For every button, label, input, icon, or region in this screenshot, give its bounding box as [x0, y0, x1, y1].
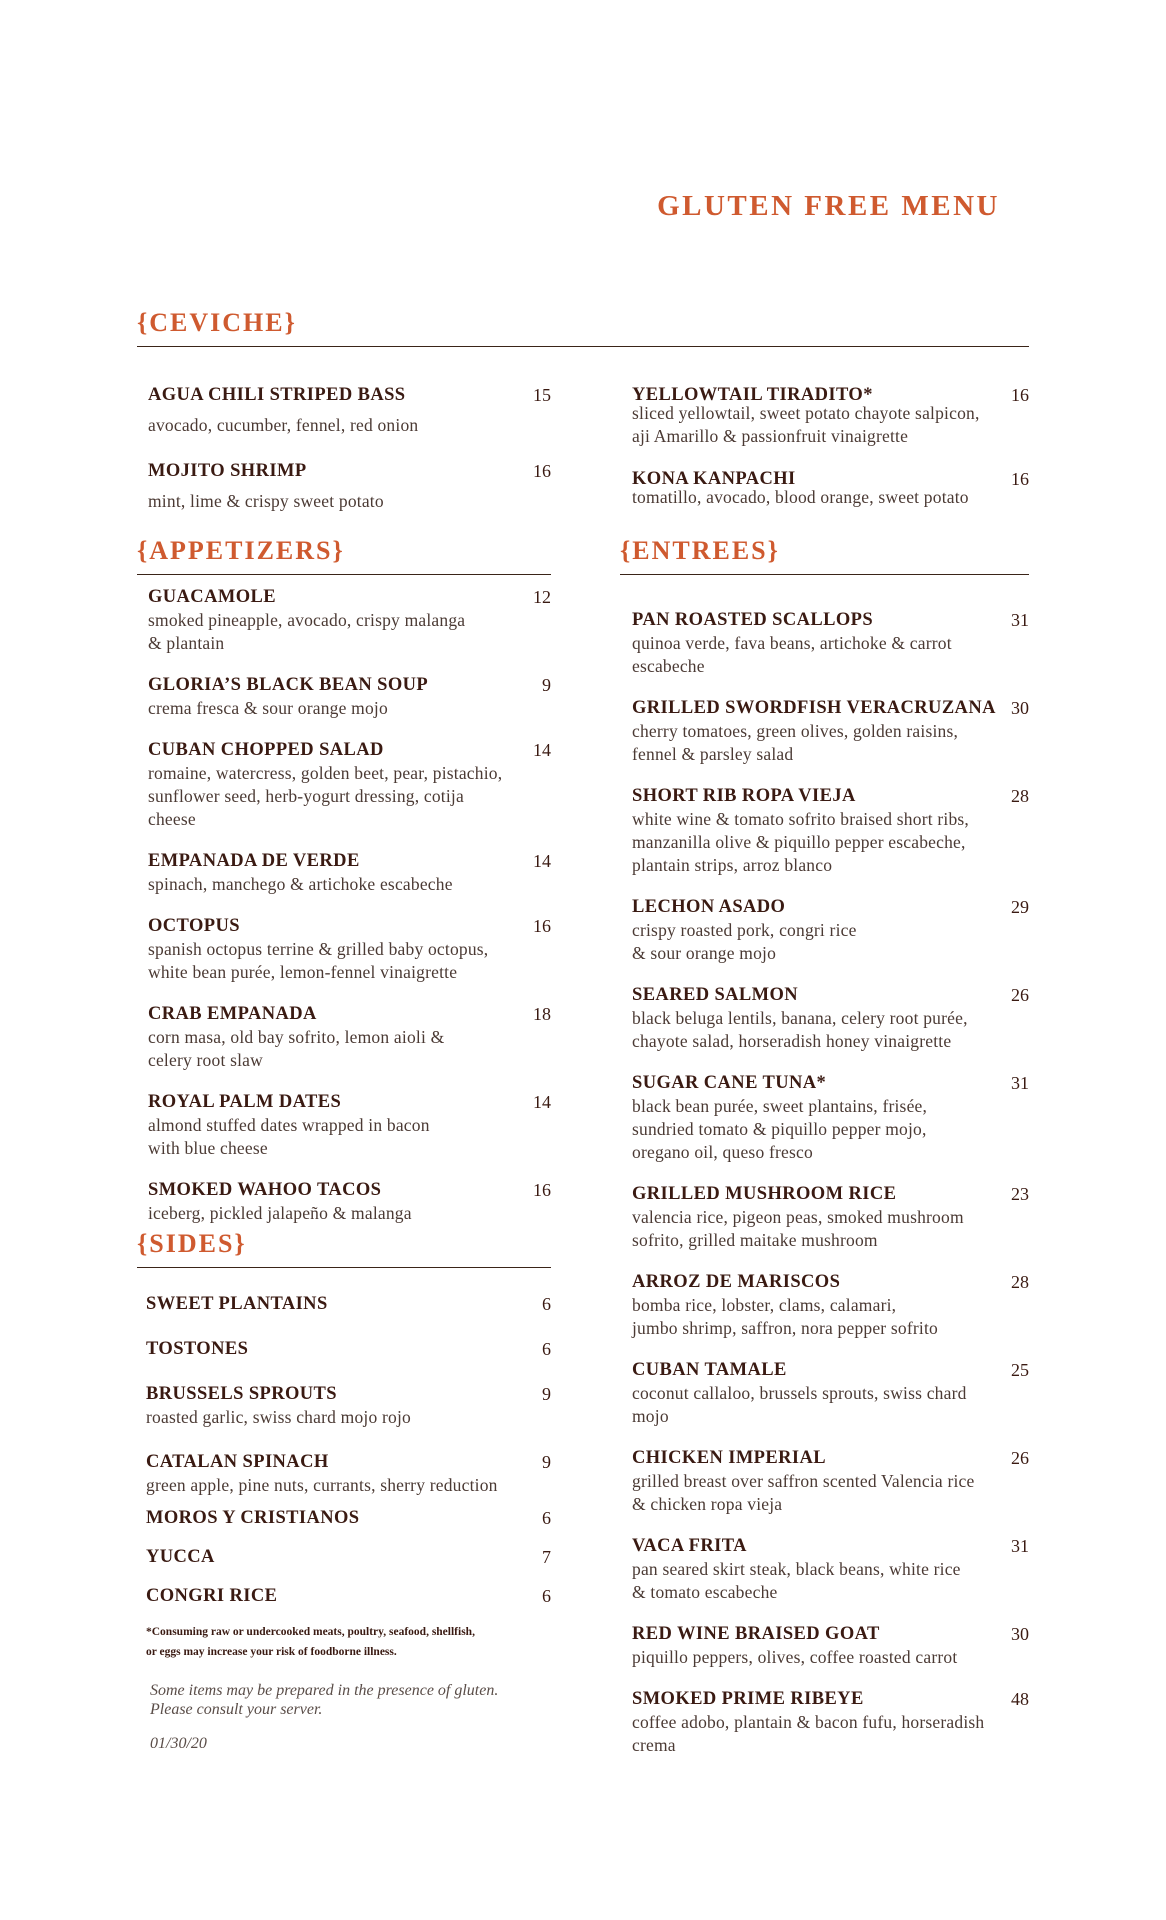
menu-item [148, 849, 551, 896]
menu-item [632, 383, 1029, 448]
item-name: MOROS Y CRISTIANOS [146, 1508, 360, 1528]
item-description: pan seared skirt steak, black beans, white rice [632, 1559, 961, 1579]
menu-item [632, 1182, 1029, 1252]
item-description: valencia rice, pigeon peas, smoked mushroom [632, 1207, 964, 1227]
item-name: GRILLED SWORDFISH VERACRUZANA [632, 698, 996, 718]
item-price: 14 [533, 851, 551, 871]
item-name: SMOKED PRIME RIBEYE [632, 1689, 864, 1709]
item-name: CHICKEN IMPERIAL [632, 1448, 826, 1468]
item-description: mint, lime & crispy sweet potato [148, 491, 384, 511]
item-description: sofrito, grilled maitake mushroom [632, 1230, 878, 1250]
menu-item [632, 1534, 1029, 1604]
item-description: roasted garlic, swiss chard mojo rojo [146, 1407, 411, 1427]
item-name: SEARED SALMON [632, 985, 799, 1005]
item-description: cherry tomatoes, green olives, golden raisins, [632, 721, 959, 741]
item-description: green apple, pine nuts, currants, sherry reduction [146, 1475, 498, 1495]
item-price: 16 [1011, 385, 1029, 405]
item-price: 6 [542, 1586, 551, 1606]
item-description: romaine, watercress, golden beet, pear, pistachio, [148, 763, 503, 783]
item-description: white bean purée, lemon-fennel vinaigrette [148, 962, 458, 982]
menu-item [632, 895, 1029, 965]
item-price: 26 [1011, 1448, 1029, 1468]
item-price: 25 [1011, 1360, 1029, 1380]
item-name: ARROZ DE MARISCOS [632, 1272, 841, 1292]
item-name: SMOKED WAHOO TACOS [148, 1180, 382, 1200]
item-description: coconut callaloo, brussels sprouts, swiss chard [632, 1383, 967, 1403]
menu-item [148, 1090, 551, 1160]
item-name: SUGAR CANE TUNA* [632, 1073, 827, 1093]
item-description: sliced yellowtail, sweet potato chayote salpicon, [632, 403, 980, 423]
item-price: 15 [533, 385, 551, 405]
item-description: chayote salad, horseradish honey vinaigrette [632, 1031, 952, 1051]
entrees-list [632, 608, 1029, 1757]
item-description: almond stuffed dates wrapped in bacon [148, 1115, 430, 1135]
item-price: 23 [1011, 1184, 1029, 1204]
item-price: 14 [533, 1092, 551, 1112]
menu-item [148, 585, 551, 655]
item-price: 30 [1011, 1624, 1029, 1644]
item-name: ROYAL PALM DATES [148, 1092, 342, 1112]
section-heading-entrees: {ENTREES} [620, 536, 780, 565]
ceviche-right-column [632, 383, 1029, 509]
section-heading-ceviche: {CEVICHE} [137, 308, 297, 337]
item-description: jumbo shrimp, saffron, nora pepper sofrito [632, 1318, 939, 1338]
menu-item [148, 914, 551, 984]
item-price: 16 [1011, 469, 1029, 489]
menu-item [632, 1270, 1029, 1340]
menu-item [632, 1687, 1029, 1757]
item-name: OCTOPUS [148, 916, 240, 936]
item-description: escabeche [632, 656, 705, 676]
menu-item [148, 383, 551, 437]
item-name: YELLOWTAIL TIRADITO* [632, 385, 873, 405]
item-description: crispy roasted pork, congri rice [632, 920, 857, 940]
item-description: celery root slaw [148, 1050, 263, 1070]
item-description: sundried tomato & piquillo pepper mojo, [632, 1119, 927, 1139]
item-name: SHORT RIB ROPA VIEJA [632, 786, 856, 806]
item-description: black bean purée, sweet plantains, frisée, [632, 1096, 928, 1116]
item-description: mojo [632, 1406, 669, 1426]
item-name: CUBAN CHOPPED SALAD [148, 740, 384, 760]
item-name: GRILLED MUSHROOM RICE [632, 1184, 897, 1204]
menu-item [146, 1584, 551, 1608]
menu-item [148, 738, 551, 831]
item-name: VACA FRITA [632, 1536, 747, 1556]
item-description: fennel & parsley salad [632, 744, 794, 764]
item-name: CUBAN TAMALE [632, 1360, 787, 1380]
item-price: 30 [1011, 698, 1029, 718]
item-description: aji Amarillo & passionfruit vinaigrette [632, 426, 909, 446]
item-price: 26 [1011, 985, 1029, 1005]
item-description: sunflower seed, herb-yogurt dressing, cotija [148, 786, 464, 806]
item-name: PAN ROASTED SCALLOPS [632, 610, 874, 630]
item-name: CONGRI RICE [146, 1586, 278, 1606]
item-price: 7 [542, 1547, 551, 1567]
item-description: manzanilla olive & piquillo pepper escabeche, [632, 832, 966, 852]
item-price: 28 [1011, 1272, 1029, 1292]
item-name: CATALAN SPINACH [146, 1452, 329, 1472]
item-price: 16 [533, 1180, 551, 1200]
item-description: crema fresca & sour orange mojo [148, 698, 388, 718]
item-description: avocado, cucumber, fennel, red onion [148, 415, 419, 435]
menu-item [632, 1358, 1029, 1428]
item-description: coffee adobo, plantain & bacon fufu, horseradish [632, 1712, 985, 1732]
item-price: 14 [533, 740, 551, 760]
item-name: TOSTONES [146, 1339, 249, 1359]
item-name: KONA KANPACHI [632, 469, 796, 489]
item-description: & sour orange mojo [632, 943, 777, 963]
item-description: with blue cheese [148, 1138, 268, 1158]
item-price: 29 [1011, 897, 1029, 917]
section-divider [137, 574, 551, 575]
item-price: 9 [542, 1452, 551, 1472]
sides-list [146, 1292, 551, 1608]
item-description: spanish octopus terrine & grilled baby octopus, [148, 939, 489, 959]
menu-item [632, 784, 1029, 877]
menu-item [146, 1450, 551, 1497]
item-name: YUCCA [146, 1547, 215, 1567]
raw-food-disclaimer: *Consuming raw or undercooked meats, poultry, seafood, shellfish, or eggs may increase your risk of foodborne illness. [146, 1626, 475, 1658]
menu-item [632, 983, 1029, 1053]
item-name: CRAB EMPANADA [148, 1004, 317, 1024]
item-description: tomatillo, avocado, blood orange, sweet potato [632, 487, 969, 507]
item-price: 31 [1011, 1073, 1029, 1093]
item-name: RED WINE BRAISED GOAT [632, 1624, 880, 1644]
item-description: piquillo peppers, olives, coffee roasted carrot [632, 1647, 958, 1667]
menu-item [632, 1446, 1029, 1516]
item-price: 18 [533, 1004, 551, 1024]
section-heading-appetizers: {APPETIZERS} [137, 536, 345, 565]
item-price: 28 [1011, 786, 1029, 806]
item-description: oregano oil, queso fresco [632, 1142, 813, 1162]
item-description: grilled breast over saffron scented Valencia rice [632, 1471, 975, 1491]
item-description: bomba rice, lobster, clams, calamari, [632, 1295, 897, 1315]
item-description: cheese [148, 809, 196, 829]
menu-item [632, 608, 1029, 678]
item-name: EMPANADA DE VERDE [148, 851, 360, 871]
menu-item [632, 1622, 1029, 1669]
item-price: 6 [542, 1339, 551, 1359]
item-description: spinach, manchego & artichoke escabeche [148, 874, 453, 894]
item-description: smoked pineapple, avocado, crispy malanga [148, 610, 466, 630]
item-price: 9 [542, 675, 551, 695]
item-description: quinoa verde, fava beans, artichoke & carrot [632, 633, 952, 653]
menu-item [148, 459, 551, 513]
section-divider [137, 1267, 551, 1268]
item-description: plantain strips, arroz blanco [632, 855, 833, 875]
menu-title: GLUTEN FREE MENU [657, 190, 1000, 222]
section-divider [137, 346, 1029, 347]
item-name: GUACAMOLE [148, 587, 276, 607]
section-heading-sides: {SIDES} [137, 1229, 247, 1258]
menu-item [632, 696, 1029, 766]
ceviche-left-column [148, 383, 551, 513]
item-description: crema [632, 1735, 676, 1755]
appetizers-list [148, 585, 551, 1225]
item-name: MOJITO SHRIMP [148, 461, 307, 481]
item-description: iceberg, pickled jalapeño & malanga [148, 1203, 412, 1223]
item-price: 16 [533, 916, 551, 936]
item-name: AGUA CHILI STRIPED BASS [148, 385, 406, 405]
item-price: 6 [542, 1508, 551, 1528]
item-name: LECHON ASADO [632, 897, 786, 917]
menu-date: 01/30/20 [150, 1735, 207, 1752]
menu-item [632, 467, 1029, 509]
item-description: white wine & tomato sofrito braised short ribs, [632, 809, 969, 829]
item-price: 31 [1011, 610, 1029, 630]
item-price: 16 [533, 461, 551, 481]
menu-item [146, 1506, 551, 1530]
gluten-note: Some items may be prepared in the presence of gluten. Please consult your server. [150, 1682, 499, 1718]
item-price: 9 [542, 1384, 551, 1404]
item-description: & tomato escabeche [632, 1582, 778, 1602]
menu-item [146, 1545, 551, 1569]
item-name: BRUSSELS SPROUTS [146, 1384, 337, 1404]
menu-item [146, 1292, 551, 1316]
section-divider [620, 574, 1029, 575]
menu-item [146, 1382, 551, 1429]
menu-item [146, 1337, 551, 1361]
menu-item [148, 1178, 551, 1225]
menu-item [148, 1002, 551, 1072]
menu-item [632, 1071, 1029, 1164]
item-price: 31 [1011, 1536, 1029, 1556]
item-price: 12 [533, 587, 551, 607]
item-name: GLORIA’S BLACK BEAN SOUP [148, 675, 429, 695]
item-description: & chicken ropa vieja [632, 1494, 783, 1514]
item-price: 48 [1011, 1689, 1029, 1709]
menu-item [148, 673, 551, 720]
item-description: black beluga lentils, banana, celery root purée, [632, 1008, 968, 1028]
item-description: & plantain [148, 633, 225, 653]
item-description: corn masa, old bay sofrito, lemon aioli & [148, 1027, 445, 1047]
item-name: SWEET PLANTAINS [146, 1294, 328, 1314]
item-price: 6 [542, 1294, 551, 1314]
